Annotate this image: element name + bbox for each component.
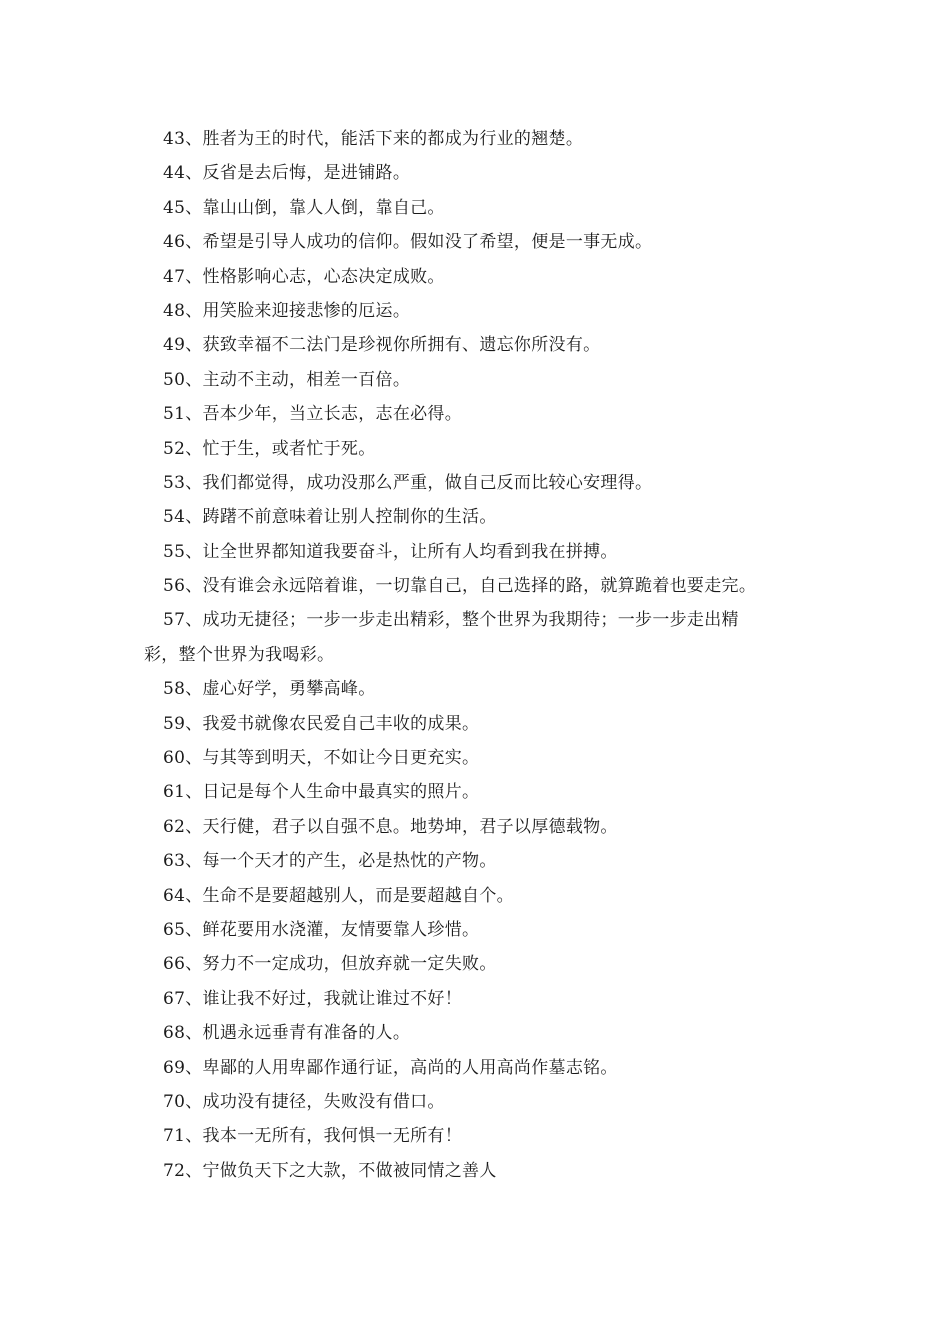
quote-line: 51、吾本少年，当立长志，志在必得。 [163,404,463,425]
quote-line: 47、性格影响心志，心态决定成败。 [163,266,445,287]
quote-line: 46、希望是引导人成功的信仰。假如没了希望，便是一事无成。 [163,232,653,253]
quote-line: 61、日记是每个人生命中最真实的照片。 [163,782,480,803]
quote-line: 50、主动不主动，相差一百倍。 [163,369,411,390]
quote-line: 59、我爱书就像农民爱自己丰收的成果。 [163,713,480,734]
quote-line: 57、成功无捷径；一步一步走出精彩，整个世界为我期待；一步一步走出精 [163,610,739,631]
quote-line: 53、我们都觉得，成功没那么严重，做自己反而比较心安理得。 [163,472,653,493]
quote-line: 52、忙于生，或者忙于死。 [163,438,376,459]
quote-line: 70、成功没有捷径，失败没有借口。 [163,1091,445,1112]
quote-line: 71、我本一无所有，我何惧一无所有！ [163,1126,463,1147]
quote-line: 44、反省是去后悔，是进铺路。 [163,163,411,184]
quote-line: 69、卑鄙的人用卑鄙作通行证，高尚的人用高尚作墓志铭。 [163,1057,618,1078]
quote-line: 49、获致幸福不二法门是珍视你所拥有、遗忘你所没有。 [163,335,601,356]
quote-line: 54、踌躇不前意味着让别人控制你的生活。 [163,507,497,528]
quote-line: 56、没有谁会永远陪着谁，一切靠自己，自己选择的路，就算跪着也要走完。 [163,576,757,597]
quote-line: 63、每一个天才的产生，必是热忱的产物。 [163,851,497,872]
quote-line: 60、与其等到明天，不如让今日更充实。 [163,748,480,769]
quote-line: 68、机遇永远垂青有准备的人。 [163,1023,411,1044]
quote-line: 45、靠山山倒，靠人人倒，靠自己。 [163,197,445,218]
quote-line: 66、努力不一定成功，但放弃就一定失败。 [163,954,497,975]
quote-line: 58、虚心好学，勇攀高峰。 [163,679,376,700]
document-body [144,122,804,1188]
quote-line: 43、胜者为王的时代，能活下来的都成为行业的翘楚。 [163,129,584,149]
quote-line-continuation: 彩，整个世界为我喝彩。 [144,644,335,665]
quote-line: 55、让全世界都知道我要奋斗，让所有人均看到我在拼搏。 [163,541,618,562]
quote-line: 65、鲜花要用水浇灌，友情要靠人珍惜。 [163,919,480,940]
quote-line: 62、天行健，君子以自强不息。地势坤，君子以厚德载物。 [163,816,618,837]
quote-line: 48、用笑脸来迎接悲惨的厄运。 [163,300,411,321]
quote-line: 67、谁让我不好过，我就让谁过不好！ [163,988,463,1009]
quote-line: 64、生命不是要超越别人，而是要超越自个。 [163,885,514,906]
quote-line: 72、宁做负天下之大款，不做被同情之善人 [163,1160,497,1181]
